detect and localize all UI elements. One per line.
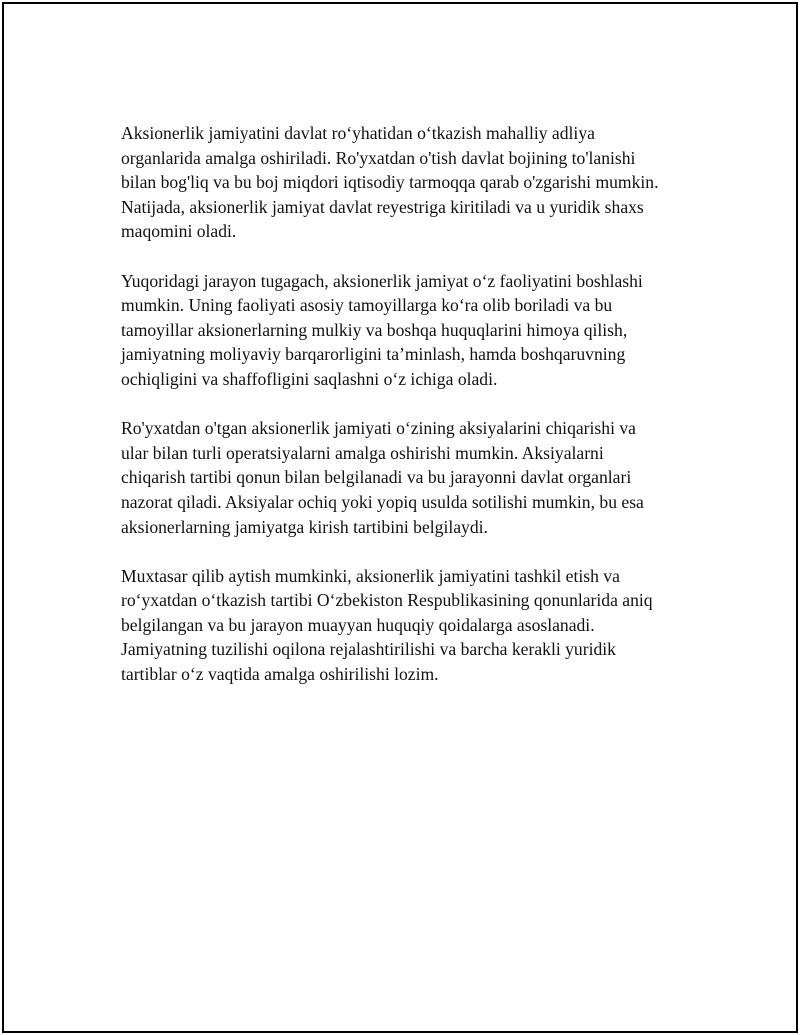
paragraph-4 [121,564,696,687]
paragraph-line: Jamiyatning tuzilishi oqilona rejalashtirilishi va barcha kerakli yuridik [121,639,616,660]
paragraph-line: Ro'yxatdan o'tgan aksionerlik jamiyati oʻzining aksiyalarini chiqarishi va [121,418,636,439]
paragraph-line: ochiqligini va shaffofligini saqlashni oʻz ichiga oladi. [121,368,498,389]
paragraph-line: Yuqoridagi jarayon tugagach, aksionerlik jamiyat oʻz faoliyatini boshlashi [121,270,643,291]
paragraph-line: jamiyatning moliyaviy barqarorligini taʼminlash, hamda boshqaruvning [121,344,626,365]
paragraph-2 [121,269,696,392]
paragraph-line: Muxtasar qilib aytish mumkinki, aksionerlik jamiyatini tashkil etish va [121,565,620,586]
paragraph-1 [121,121,696,244]
paragraph-line: organlarida amalga oshiriladi. Ro'yxatdan o'tish davlat bojining to'lanishi [121,147,636,168]
paragraph-line: mumkin. Uning faoliyati asosiy tamoyillarga koʻra olib boriladi va bu [121,295,613,316]
paragraph-line: roʻyxatdan oʻtkazish tartibi Oʻzbekiston Respublikasining qonunlarida aniq [121,590,653,611]
paragraph-3 [121,416,696,539]
paragraph-line: bilan bog'liq va bu boj miqdori iqtisodiy tarmoqqa qarab o'zgarishi mumkin. [121,172,659,193]
paragraph-line: nazorat qiladi. Aksiyalar ochiq yoki yopiq usulda sotilishi mumkin, bu esa [121,491,644,512]
paragraph-line: ular bilan turli operatsiyalarni amalga oshirishi mumkin. Aksiyalarni [121,442,604,463]
page-frame [2,2,798,1033]
paragraph-line: chiqarish tartibi qonun bilan belgilanadi va bu jarayonni davlat organlari [121,467,632,488]
paragraph-line: Aksionerlik jamiyatini davlat roʻyhatidan oʻtkazish mahalliy adliya [121,123,595,143]
paragraph-line: belgilangan va bu jarayon muayyan huquqiy qoidalarga asoslanadi. [121,614,595,635]
paragraph-line: tamoyillar aksionerlarning mulkiy va boshqa huquqlarini himoya qilish, [121,319,628,340]
paragraph-line: tartiblar oʻz vaqtida amalga oshirilishi lozim. [121,664,439,685]
document-body [121,121,696,711]
paragraph-line: maqomini oladi. [121,221,237,242]
paragraph-line: Natijada, aksionerlik jamiyat davlat reyestriga kiritiladi va u yuridik shaxs [121,196,644,217]
paragraph-line: aksionerlarning jamiyatga kirish tartibini belgilaydi. [121,516,488,537]
